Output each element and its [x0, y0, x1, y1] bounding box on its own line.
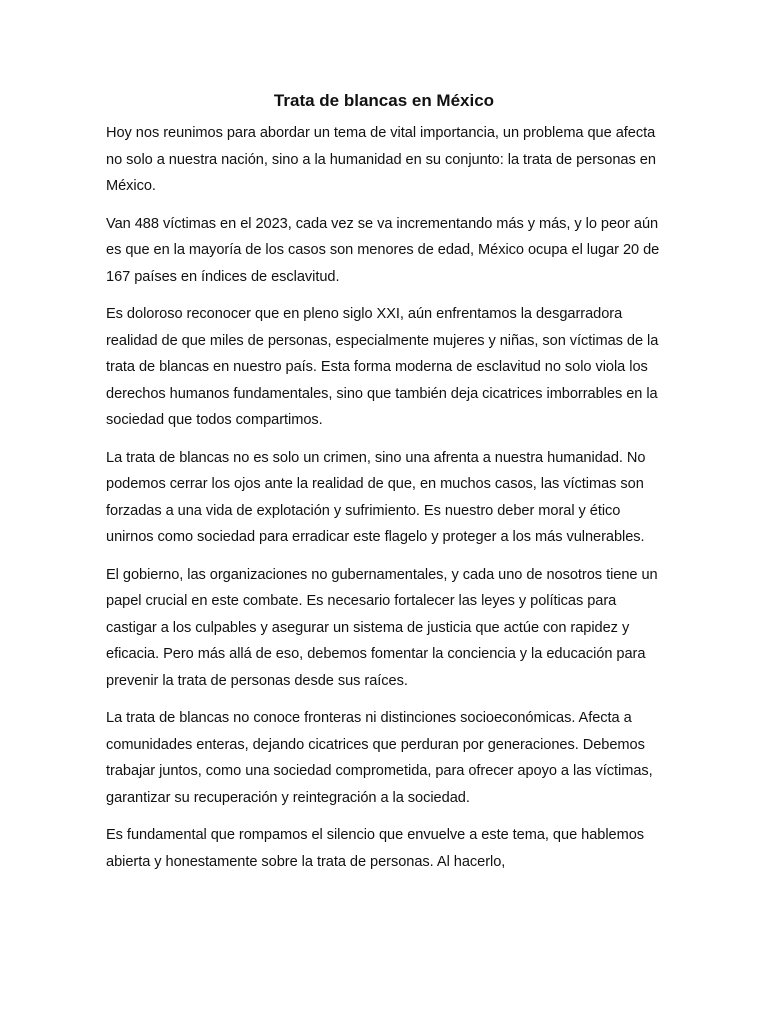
- paragraph-4: La trata de blancas no es solo un crimen, sino una afrenta a nuestra humanidad. No podemos cerrar los ojos ante la realidad de que, en muchos casos, las víctimas son forzadas a una vida de explotación y sufrimiento. Es nuestro deber moral y ético unirnos como sociedad para erradicar este flagelo y proteger a los más vulnerables.: [106, 449, 646, 545]
- paragraph-2: Van 488 víctimas en el 2023, cada vez se va incrementando más y más, y lo peor aún es que en la mayoría de los casos son menores de edad, México ocupa el lugar 20 de 167 países en índices de esclavitud.: [106, 215, 660, 285]
- paragraph-1: Hoy nos reunimos para abordar un tema de vital importancia, un problema que afecta no solo a nuestra nación, sino a la humanidad en su conjunto: la trata de personas en México.: [106, 125, 656, 194]
- paragraph-6: La trata de blancas no conoce fronteras ni distinciones socioeconómicas. Afecta a comunidades enteras, dejando cicatrices que perduran por generaciones. Debemos trabajar juntos, como una sociedad comprometida, para ofrecer apoyo a las víctimas, garantizar su recuperación y reintegración a la sociedad.: [106, 710, 653, 806]
- paragraph-5: El gobierno, las organizaciones no gubernamentales, y cada uno de nosotros tiene un papel crucial en este combate. Es necesario fortalecer las leyes y políticas para castigar a los culpables y asegurar un sistema de justicia que actúe con rapidez y eficacia. Pero más allá de eso, debemos fomentar la conciencia y la educación para prevenir la trata de personas desde sus raíces.: [106, 566, 658, 689]
- paragraph-3: Es doloroso reconocer que en pleno siglo XXI, aún enfrentamos la desgarradora realidad de que miles de personas, especialmente mujeres y niñas, son víctimas de la trata de blancas en nuestro país. Esta forma moderna de esclavitud no solo viola los derechos humanos fundamentales, sino que también deja cicatrices imborrables en la sociedad que todos compartimos.: [106, 306, 659, 428]
- paragraph-7: Es fundamental que rompamos el silencio que envuelve a este tema, que hablemos abierta y honestamente sobre la trata de personas. Al hacerlo,: [106, 827, 645, 870]
- document-title: Trata de blancas en México: [273, 91, 495, 110]
